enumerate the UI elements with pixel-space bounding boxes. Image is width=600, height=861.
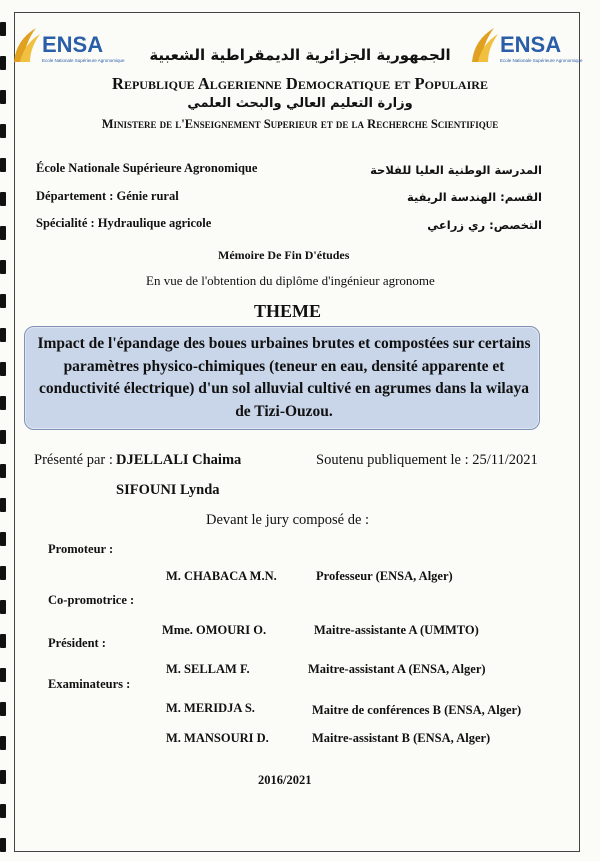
- student-2: SIFOUNI Lynda: [116, 482, 220, 498]
- defense-date: Soutenu publiquement le : 25/11/2021: [316, 452, 538, 468]
- svg-text:Ecole Nationale Supérieure Agr: Ecole Nationale Supérieure Agronomique: [500, 58, 583, 63]
- ministry-french: Ministere de l'Enseignement Superieur et de la Recherche Scientifique: [101, 117, 499, 131]
- school-arabic: المدرسة الوطنية العليا للفلاحة: [370, 163, 542, 177]
- svg-text:Ecole Nationale Supérieure Agr: Ecole Nationale Supérieure Agronomique: [42, 58, 125, 63]
- examinateur-2-name: M. MANSOURI D.: [166, 731, 269, 745]
- copromotrice-name: Mme. OMOURI O.: [162, 623, 267, 637]
- presented-by-label: Présenté par :: [34, 452, 113, 468]
- promoteur-name: M. CHABACA M.N.: [166, 569, 277, 583]
- svg-text:ENSA: ENSA: [42, 32, 104, 57]
- specialty-arabic: التخصص: ري زراعي: [427, 218, 542, 232]
- department-arabic: القسم: الهندسة الريفية: [406, 190, 542, 204]
- president-title: Maitre-assistant A (ENSA, Alger): [308, 662, 486, 676]
- svg-text:ENSA: ENSA: [500, 32, 562, 57]
- school-french: École Nationale Supérieure Agronomique: [36, 161, 258, 175]
- page-border: [14, 12, 580, 852]
- president-label: Président :: [48, 636, 106, 650]
- examinateur-1-title: Maitre de conférences B (ENSA, Alger): [312, 703, 522, 717]
- specialty-french: Spécialité : Hydraulique agricole: [36, 216, 212, 230]
- examinateur-2-title: Maitre-assistant B (ENSA, Alger): [312, 731, 491, 745]
- promoteur-label: Promoteur :: [48, 542, 114, 556]
- copromotrice-label: Co-promotrice :: [48, 593, 135, 607]
- department-french: Département : Génie rural: [36, 189, 179, 203]
- examinateurs-label: Examinateurs :: [48, 677, 131, 691]
- memoire-subtitle: En vue de l'obtention du diplôme d'ingénieur agronome: [146, 273, 435, 288]
- president-name: M. SELLAM F.: [166, 662, 250, 676]
- jury-intro: Devant le jury composé de :: [206, 512, 370, 528]
- theme-label: THEME: [254, 301, 322, 321]
- republic-arabic: الجمهورية الجزائرية الديمقراطية الشعبية: [149, 46, 451, 64]
- student-1: DJELLALI Chaima: [116, 452, 242, 468]
- promoteur-title: Professeur (ENSA, Alger): [316, 569, 453, 583]
- academic-year: 2016/2021: [258, 773, 312, 787]
- theme-text: Impact de l'épandage des boues urbaines brutes et compostées sur certains paramètres physico-chimiques (teneur en eau, densité apparente et conductivité électrique) d'un sol alluvial cultivé en agrumes dans la wilaya de Tizi-Ouzou.: [37, 335, 531, 420]
- examinateur-1-name: M. MERIDJA S.: [166, 701, 255, 715]
- republic-french: Republique Algerienne Democratique et Populaire: [112, 74, 488, 93]
- ministry-arabic: وزارة التعليم العالي والبحث العلمي: [187, 96, 413, 111]
- copromotrice-title: Maitre-assistante A (UMMTO): [314, 623, 479, 637]
- memoire-title: Mémoire De Fin D'études: [218, 248, 350, 262]
